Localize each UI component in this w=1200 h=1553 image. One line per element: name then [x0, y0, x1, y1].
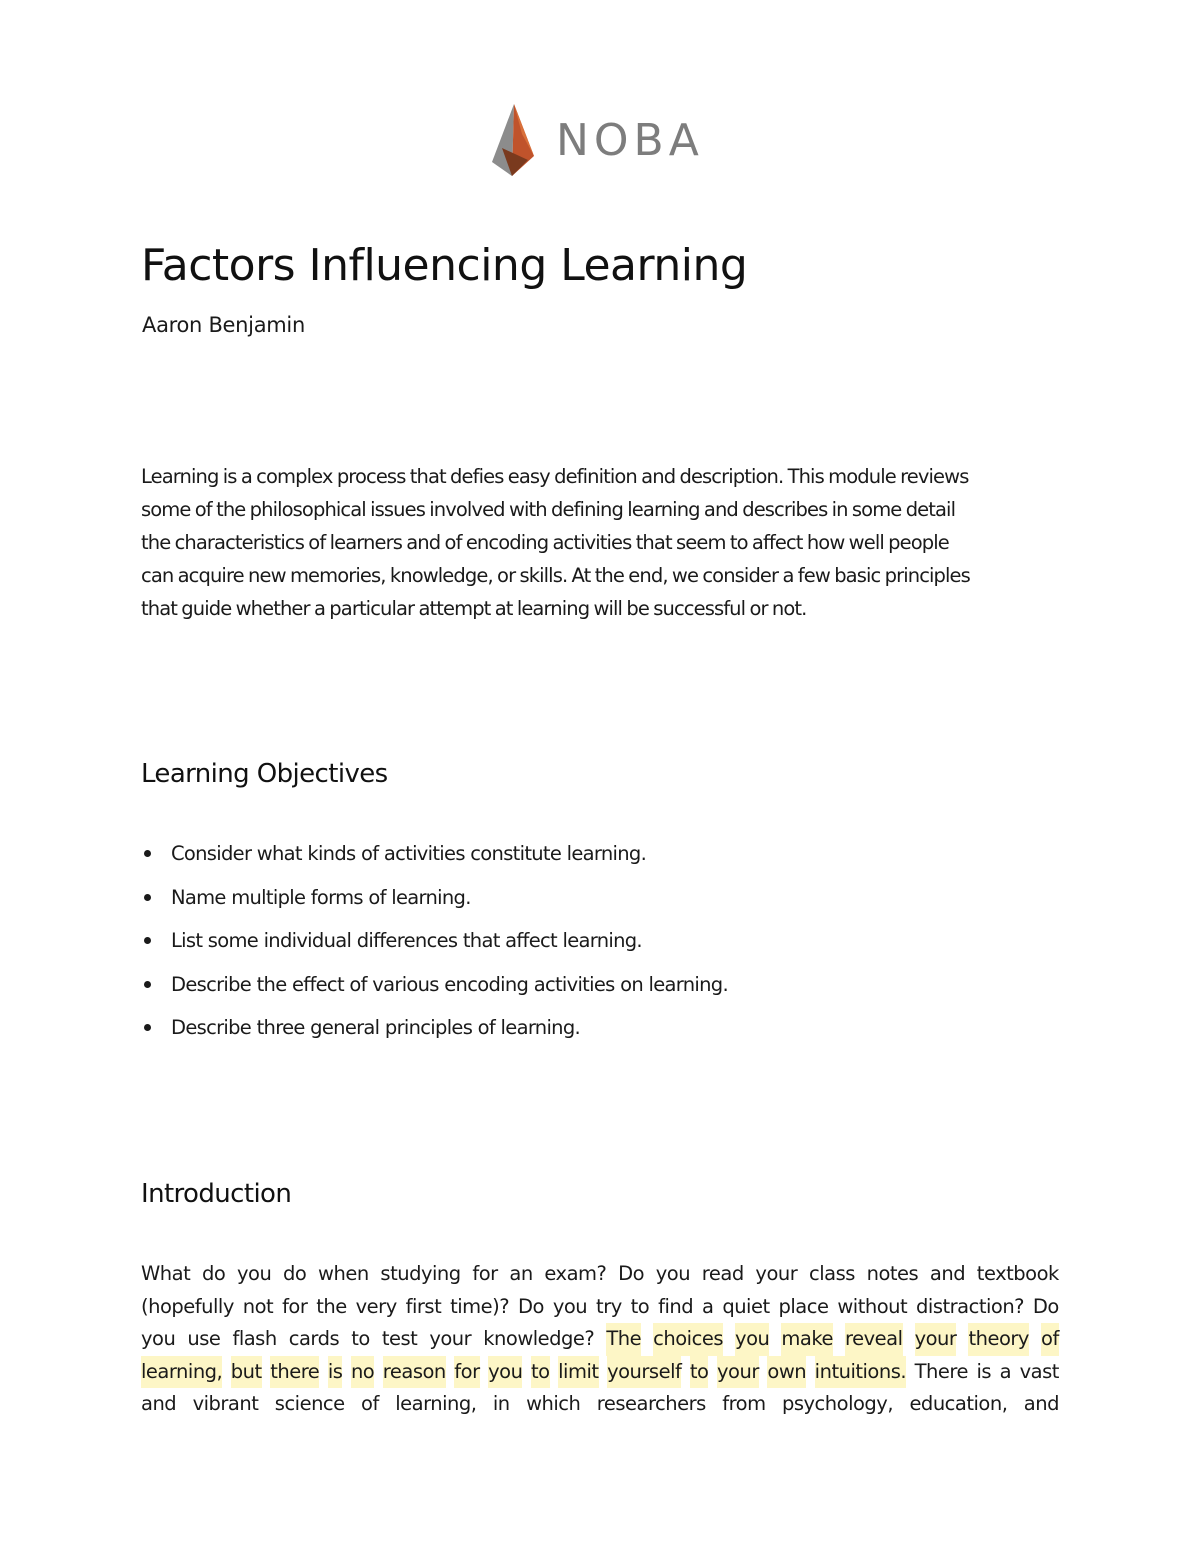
word: Do — [518, 1294, 544, 1318]
word: notes — [866, 1262, 919, 1285]
word: and — [141, 1392, 177, 1415]
list-item — [141, 969, 728, 1013]
word: vibrant — [192, 1392, 259, 1415]
bullet-icon — [144, 894, 151, 901]
word: for — [472, 1262, 498, 1285]
highlighted-word: you — [735, 1323, 769, 1356]
word: vast — [1019, 1359, 1059, 1383]
word: education, — [909, 1392, 1008, 1415]
word: from — [722, 1392, 766, 1415]
highlighted-word: of — [1041, 1323, 1059, 1356]
intro-line — [141, 1258, 1059, 1291]
noba-flame-icon — [488, 104, 536, 176]
word: when — [318, 1262, 369, 1285]
word: you — [655, 1262, 691, 1285]
highlighted-word: reveal — [845, 1323, 903, 1356]
word: There — [914, 1359, 968, 1383]
word: you — [552, 1294, 588, 1318]
word: studying — [380, 1262, 461, 1285]
word: learning, — [395, 1392, 477, 1415]
bullet-icon — [144, 850, 151, 857]
word: not — [242, 1294, 274, 1318]
highlighted-word: yourself — [607, 1356, 681, 1389]
list-item — [141, 925, 728, 969]
word: textbook — [976, 1262, 1059, 1285]
word: What — [141, 1262, 191, 1285]
word: first — [405, 1294, 442, 1318]
noba-logo — [488, 104, 704, 176]
objective-text: Name multiple forms of learning. — [171, 885, 471, 909]
word: for — [282, 1294, 308, 1318]
word: science — [274, 1392, 345, 1415]
abstract-line: Learning is a complex process that defies easy definition and description. This module reviews — [141, 465, 969, 488]
highlighted-word: your — [717, 1356, 759, 1389]
word: knowledge? — [483, 1327, 595, 1350]
highlighted-word: limit — [558, 1356, 598, 1389]
highlighted-word: but — [231, 1356, 262, 1389]
word: to — [630, 1294, 650, 1318]
word: you — [141, 1327, 176, 1350]
intro-line — [141, 1356, 1059, 1389]
word: Do — [618, 1262, 645, 1285]
bullet-icon — [144, 981, 151, 988]
word: and — [1023, 1392, 1059, 1415]
word: class — [808, 1262, 855, 1285]
intro-line — [141, 1291, 1059, 1324]
word: quiet — [722, 1294, 770, 1318]
highlighted-word: your — [915, 1323, 957, 1356]
word: an — [509, 1262, 533, 1285]
word: distraction? — [916, 1294, 1025, 1318]
word: your — [755, 1262, 798, 1285]
word: which — [526, 1392, 581, 1415]
word: is — [976, 1359, 992, 1383]
abstract-line: the characteristics of learners and of encoding activities that seem to affect how well people — [141, 531, 949, 554]
highlighted-word: The — [606, 1323, 641, 1356]
word: place — [778, 1294, 829, 1318]
word: to — [351, 1327, 370, 1350]
author-name: Aaron Benjamin — [142, 313, 305, 337]
highlighted-word: you — [488, 1356, 522, 1389]
word: without — [837, 1294, 908, 1318]
highlighted-word: reason — [383, 1356, 446, 1389]
list-item — [141, 838, 728, 882]
word: time)? — [450, 1294, 510, 1318]
abstract-line: that guide whether a particular attempt at learning will be successful or not. — [141, 597, 807, 620]
word: find — [658, 1294, 694, 1318]
word: psychology, — [781, 1392, 894, 1415]
objective-text: Consider what kinds of activities constitute learning. — [171, 842, 647, 865]
highlighted-word: to — [531, 1356, 550, 1389]
word: in — [492, 1392, 510, 1415]
highlighted-word: no — [351, 1356, 374, 1389]
word: a — [999, 1359, 1012, 1383]
intro-line — [141, 1323, 1059, 1356]
word: the — [316, 1294, 347, 1318]
word: try — [596, 1294, 622, 1318]
page-title: Factors Influencing Learning — [141, 240, 748, 291]
word: a — [701, 1294, 714, 1318]
abstract-line: some of the philosophical issues involved with defining learning and describes in some detail — [141, 498, 956, 521]
bullet-icon — [144, 937, 151, 944]
highlighted-word: for — [454, 1356, 479, 1389]
word: do — [283, 1262, 307, 1285]
introduction-heading: Introduction — [141, 1179, 292, 1209]
highlighted-word: choices — [653, 1323, 723, 1356]
highlighted-word: learning, — [141, 1356, 222, 1389]
learning-objectives-heading: Learning Objectives — [141, 759, 388, 789]
bullet-icon — [144, 1024, 151, 1031]
list-item — [141, 882, 728, 926]
abstract — [141, 460, 1059, 625]
highlighted-word: is — [328, 1356, 343, 1389]
word: very — [355, 1294, 397, 1318]
highlighted-word: to — [690, 1356, 709, 1389]
word: read — [701, 1262, 744, 1285]
word: do — [201, 1262, 226, 1285]
objective-text: Describe the effect of various encoding activities on learning. — [171, 972, 728, 996]
objective-text: List some individual differences that affect learning. — [171, 929, 642, 952]
word: Do — [1032, 1294, 1059, 1318]
objective-text: Describe three general principles of learning. — [171, 1016, 581, 1039]
introduction-body — [141, 1258, 1059, 1421]
word: (hopefully — [141, 1294, 234, 1318]
word: you — [236, 1262, 272, 1285]
word: researchers — [596, 1392, 706, 1415]
highlighted-word: intuitions. — [815, 1356, 906, 1389]
word: your — [429, 1327, 472, 1350]
intro-line — [141, 1388, 1059, 1421]
abstract-line: can acquire new memories, knowledge, or skills. At the end, we consider a few basic principles — [141, 564, 970, 587]
word: and — [929, 1262, 966, 1285]
highlighted-word: there — [270, 1356, 319, 1389]
word: of — [361, 1392, 379, 1415]
highlighted-word: theory — [968, 1323, 1029, 1356]
word: flash — [232, 1327, 277, 1350]
word: use — [187, 1327, 221, 1350]
word: test — [381, 1327, 418, 1350]
logo-wordmark: NOBA — [556, 115, 704, 166]
highlighted-word: make — [781, 1323, 833, 1356]
learning-objectives-list — [141, 838, 728, 1056]
highlighted-word: own — [767, 1356, 806, 1389]
list-item — [141, 1012, 728, 1056]
word: exam? — [544, 1262, 607, 1285]
word: cards — [288, 1327, 340, 1350]
